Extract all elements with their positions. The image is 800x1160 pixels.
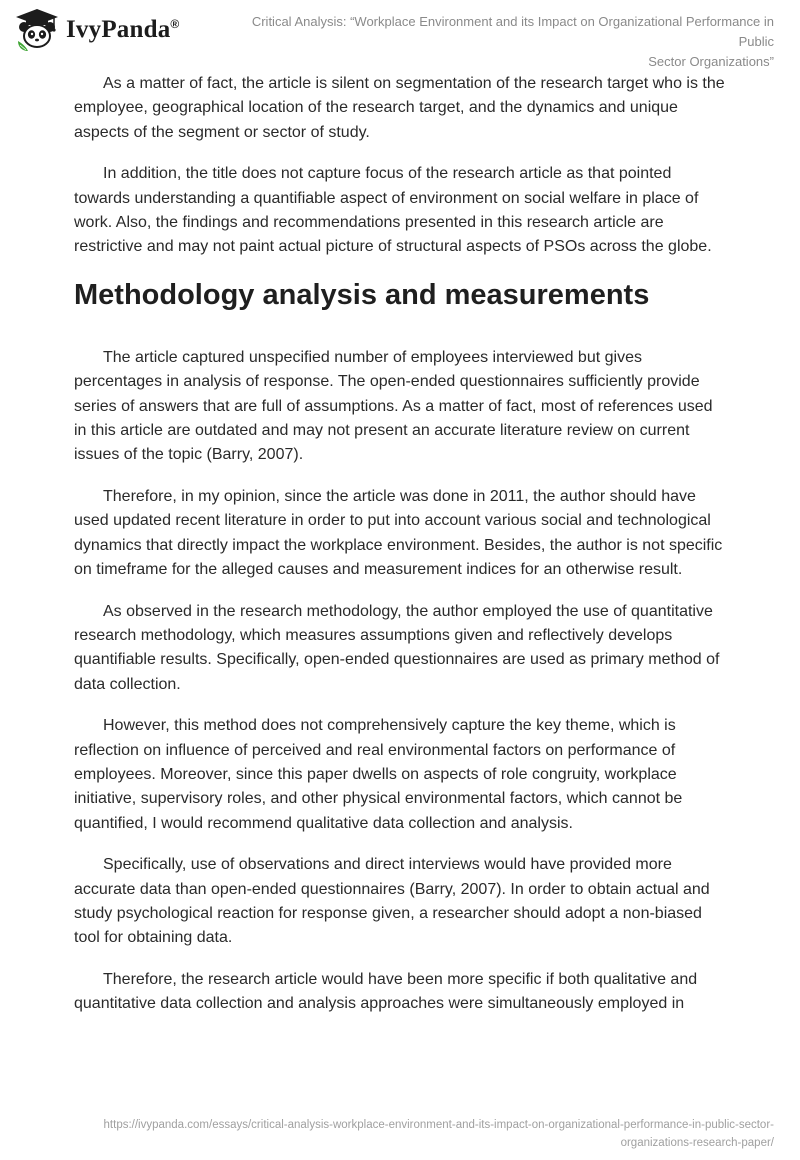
document-title-line-2: Sector Organizations”	[648, 54, 774, 69]
section-heading: Methodology analysis and measurements	[74, 278, 650, 311]
document-title-line-1: Critical Analysis: “Workplace Environment and its Impact on Organizational Performance in Public	[251, 14, 774, 49]
paragraph: Specifically, use of observations and direct interviews would have provided more accurate data than open-ended questionnaires (Barry, 2007). In order to obtain actual and study psychological reaction for response given, a researcher should adopt a non-biased tool for obtaining data.	[74, 856, 710, 947]
ivypanda-logo[interactable]	[14, 6, 204, 54]
paragraph: Therefore, in my opinion, since the article was done in 2011, the author should have used updated recent literature in order to put into account various social and technological dynamics that directly impact the workplace environment. Besides, the author is not specific on timeframe for the alleged causes and measurement indices for an otherwise result.	[74, 487, 723, 579]
paragraph: In addition, the title does not capture focus of the research article as that pointed towards understanding a quantifiable aspect of environment on social welfare in place of work. Also, the findings and recommendations presented in this research article are restrictive and may not paint actual picture of structural aspects of PSOs across the globe.	[74, 165, 712, 256]
paragraph: The article captured unspecified number of employees interviewed but gives percentages in analysis of response. The open-ended questionnaires sufficiently provide series of answers that are full of assumptions. As a matter of fact, most of references used in this article are outdated and may not present an accurate literature review on current issues of the topic (Barry, 2007).	[74, 348, 713, 464]
paragraph: However, this method does not comprehensively capture the key theme, which is reflection on influence of perceived and real environmental factors on performance of employees. Moreover, since this paper dwells on aspects of role congruity, workplace initiative, supervisory roles, and other physical environmental factors, which cannot be quantified, I would recommend qualitative data collection and analysis.	[74, 717, 683, 832]
brand-name: IvyPanda®	[66, 16, 180, 43]
registered-mark: ®	[170, 17, 180, 31]
paragraph: As observed in the research methodology, the author employed the use of quantitative research methodology, which measures assumptions given and reflectively develops quantifiable results. Specifically, open-ended questionnaires are used as primary method of data collection.	[74, 602, 720, 693]
document-title	[214, 12, 774, 72]
paragraph: As a matter of fact, the article is silent on segmentation of the research target who is the employee, geographical location of the research target, and the dynamics and unique aspects of the segment or sector of study.	[74, 75, 725, 141]
source-url-line-2: organizations-research-paper/	[620, 1137, 774, 1149]
paragraph: Therefore, the research article would have been more specific if both qualitative and quantitative data collection and analysis approaches were simultaneously employed in	[74, 970, 698, 1013]
source-url[interactable]	[14, 1116, 774, 1152]
essay-body	[74, 72, 726, 1034]
panda-graduate-icon	[14, 7, 60, 53]
source-url-line-1: https://ivypanda.com/essays/critical-analysis-workplace-environment-and-its-impact-on-organizational-performance-in-public-sector-	[103, 1119, 774, 1131]
page-header	[0, 0, 800, 69]
